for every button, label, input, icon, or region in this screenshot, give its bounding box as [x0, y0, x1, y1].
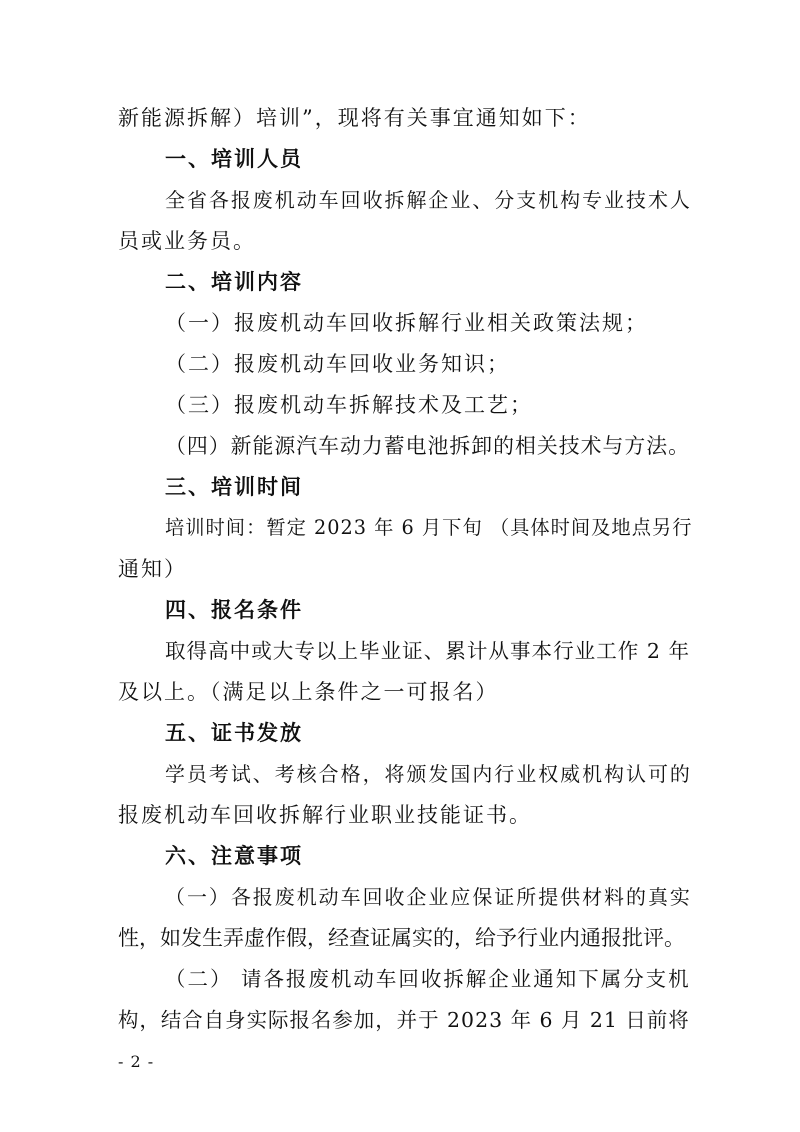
section-heading-content: 二、培训内容 [165, 270, 303, 294]
body-text-line: 全省各报废机动车回收拆解企业、分支机构专业技术人 [165, 188, 692, 212]
body-text-line: 员或业务员。 [118, 229, 256, 253]
section-heading-time: 三、培训时间 [165, 475, 303, 499]
body-text-line: 学员考试、考核合格，将颁发国内行业权威机构认可的 [165, 762, 692, 786]
list-item: （一）报废机动车回收拆解行业相关政策法规； [165, 311, 648, 335]
body-text-line: （二） 请各报废机动车回收拆解企业通知下属分支机 [165, 967, 691, 991]
body-text-line: 及以上。（满足以上条件之一可报名） [118, 680, 499, 704]
list-item: （二）报废机动车回收业务知识； [165, 352, 510, 376]
list-item: （四）新能源汽车动力蓄电池拆卸的相关技术与方法。 [165, 434, 690, 458]
body-text-line: 取得高中或大专以上毕业证、累计从事本行业工作 2 年 [165, 639, 691, 663]
body-text-line: 构，结合自身实际报名参加，并于 2023 年 6 月 21 日前将 [118, 1008, 690, 1032]
section-heading-notes: 六、注意事项 [165, 844, 303, 868]
section-heading-personnel: 一、培训人员 [165, 147, 303, 171]
body-text-line: 通知） [118, 557, 187, 581]
section-heading-certificate: 五、证书发放 [165, 721, 303, 745]
body-text-line: 性，如发生弄虚作假，经查证属实的，给予行业内通报批评。 [118, 926, 685, 950]
list-item: （三）报废机动车拆解技术及工艺； [165, 393, 533, 417]
section-heading-requirements: 四、报名条件 [165, 598, 303, 622]
body-text-line: 新能源拆解）培训”，现将有关事宜通知如下： [118, 106, 591, 130]
body-text-line: （一）各报废机动车回收企业应保证所提供材料的真实 [165, 885, 692, 909]
body-text-line: 报废机动车回收拆解行业职业技能证书。 [118, 803, 532, 827]
body-text-line: 培训时间：暂定 2023 年 6 月下旬 （具体时间及地点另行 [165, 516, 693, 539]
page-number: - 2 - [118, 1052, 155, 1071]
